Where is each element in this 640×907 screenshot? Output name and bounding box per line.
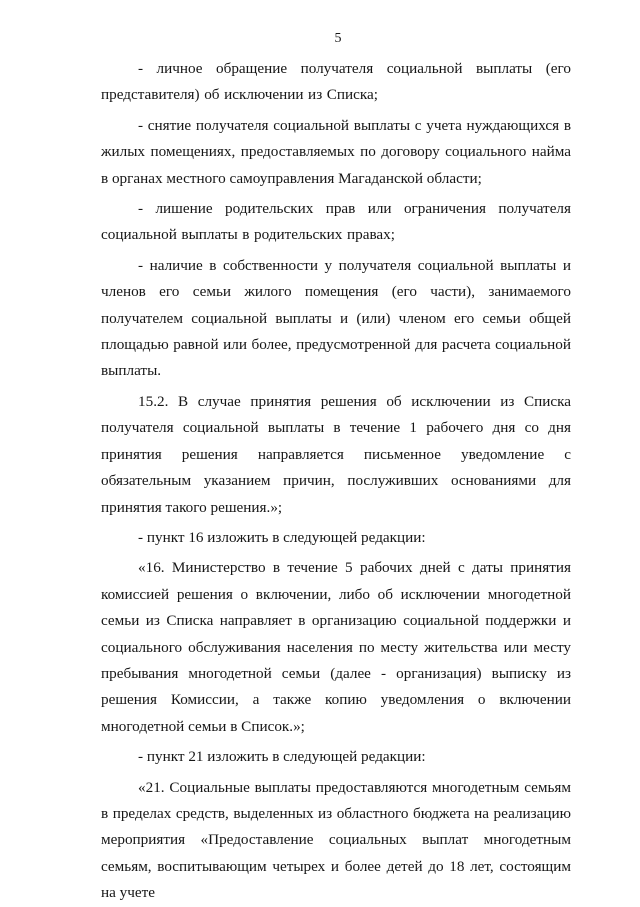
page-number: 5 bbox=[334, 31, 342, 46]
paragraph-parental-rights: - лишение родительских прав или ограничения получателя социальной выплаты в родительских правах; bbox=[101, 200, 571, 244]
paragraph-amend-21: - пункт 21 изложить в следующей редакции: bbox=[138, 748, 426, 766]
paragraph-21: «21. Социальные выплаты предоставляются многодетным семьям в пределах средств, выделенных из областного бюджета на реализацию мероприятия «Предоставление социальных выплат многодетным семьям, воспитывающим четырех и более детей до 18 лет, состоящим на учете bbox=[101, 778, 571, 902]
paragraph-property-ownership: - наличие в собственности у получателя социальной выплаты и членов его семьи жилого помещения (его части), занимаемого получателем социальной выплаты и (или) членом его семьи общей площадью равной или более, предусмотренной для расчета социальной выплаты. bbox=[101, 256, 571, 380]
paragraph-personal-request: - личное обращение получателя социальной выплаты (его представителя) об исключении из Списка; bbox=[101, 60, 571, 104]
paragraph-15-2: 15.2. В случае принятия решения об исключении из Списка получателя социальной выплаты в течение 1 рабочего дня со дня принятия решения направляется письменное уведомление с обязательным указанием причин, послуживших основаниями для принятия такого решения.»; bbox=[101, 392, 571, 516]
paragraph-amend-16: - пункт 16 изложить в следующей редакции: bbox=[138, 528, 426, 546]
paragraph-deregistration: - снятие получателя социальной выплаты с учета нуждающихся в жилых помещениях, предоставляемых по договору социального найма в органах местного самоуправления Магаданской области; bbox=[101, 116, 571, 187]
paragraph-16: «16. Министерство в течение 5 рабочих дней с даты принятия комиссией решения о включении, либо об исключении многодетной семьи из Списка направляет в организацию социальной поддержки и социального обслуживания населения по месту жительства или месту пребывания многодетной семьи (далее - организация) выписку из решения Комиссии, а также копию уведомления о включении многодетной семьи в Список.»; bbox=[101, 559, 571, 735]
